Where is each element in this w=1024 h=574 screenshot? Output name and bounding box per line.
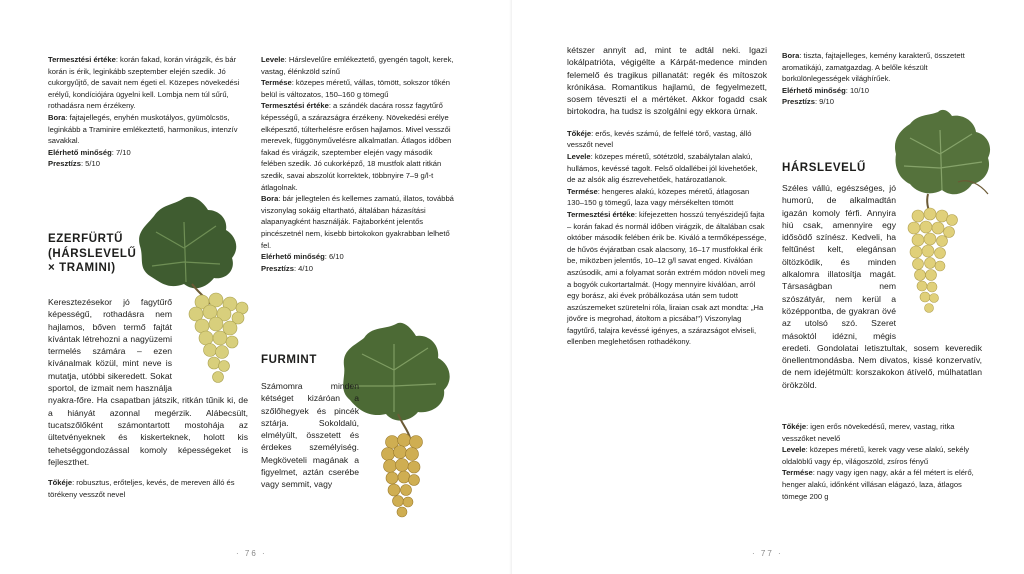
levele-paragraph <box>782 444 982 467</box>
field-label: Presztízs <box>782 97 815 107</box>
field-label: Termése <box>261 78 292 88</box>
field-text: : korán fakad, korán virágzik, és bár korán is érik, leginkább szeptember elején szedik. Jó cukorgyűjtő, de savait nem égeti el. Közepes növekedési erélyű, kondíciójára ügyelni kell. Lombja nem túl sűrű, rothadásra nem érzékeny. <box>48 55 240 111</box>
tokeje-paragraph <box>567 128 767 151</box>
field-value: : 9/10 <box>814 97 834 107</box>
termesztesi-erteke-paragraph <box>48 54 240 112</box>
bora-paragraph <box>782 50 982 85</box>
tokeje-paragraph <box>782 421 982 444</box>
bora-paragraph <box>261 193 457 251</box>
image-wrap-spacer <box>896 182 982 330</box>
termese-paragraph <box>261 77 457 100</box>
minoseg-paragraph <box>48 147 240 159</box>
presztizs-paragraph <box>261 263 457 275</box>
presztizs-paragraph <box>782 96 982 108</box>
bora-paragraph <box>48 112 240 147</box>
field-value: : 10/10 <box>845 85 869 95</box>
termesztesi-paragraph <box>261 100 457 193</box>
field-text: : közepes méretű, kerek vagy vese alakú, sekély oldalöblű vagy ép, világoszöld, zsíros fényű <box>782 445 969 466</box>
field-label: Termése <box>567 186 598 196</box>
right-col3-furmint-continuation <box>567 44 767 348</box>
vine-leaf-icon <box>139 197 236 289</box>
vine-leaf-icon <box>343 323 449 421</box>
field-text: : hengeres alakú, közepes méretű, átlagosan 130–150 g tömegű, laza vagy mérsékelten tömött <box>567 186 750 208</box>
levele-paragraph <box>261 54 457 77</box>
field-label: Termesztési értéke <box>48 55 116 64</box>
field-text: : tiszta, fajtajelleges, kemény karakterű, összetett aromatikájú, zamatgazdag. A belőle készült borkülönlegességek világhírűek. <box>782 51 965 84</box>
field-label: Termesztési értéke <box>567 209 635 219</box>
field-value: : 6/10 <box>324 252 344 262</box>
field-label: Bora <box>48 112 66 122</box>
field-value: : 7/10 <box>111 147 131 157</box>
ezerfurtu-tokeje <box>48 477 248 500</box>
grape-cluster-icon <box>382 434 423 518</box>
field-text: : közepes méretű, vállas, tömött, sokszor tőkén belül is változatos, 150–160 g tömegű <box>261 78 450 99</box>
field-text: : robusztus, erőteljes, kevés, de mereven álló és törékeny vesszőt nevel <box>48 478 235 499</box>
page-number-right: · 77 · <box>752 549 783 558</box>
minoseg-paragraph <box>261 251 457 263</box>
field-text: : bár jellegtelen és kellemes zamatú, illatos, továbbá viszonylag sokáig eltartható, általában házasítási alapanyagként használják. Fajtaborként jelentős pincészetnél nem, kisebb birtokokon gyakrabban lelhető fel. <box>261 194 454 250</box>
field-text: : fajtajellegés, enyhén muskotályos, gyümölcsös, leginkább a Traminire emlékeztető, harmonikus, intenzív savakkal. <box>48 112 238 146</box>
field-label: Termesztési értéke <box>261 101 329 111</box>
field-text: : a szándék dacára rossz fagytűrő képességű, a szárazságra érzékeny. Növekedési erélye elképesztő, túlterhelésre erősen hajlamos. Mivel vesszői merevek, függönyművelésre alkalmatlan. Átlagos időben fakad és virágzik, szeptember elején vagy második felében szedik. Jó cukorképző, 18 mustfok alatt ritkán szedik, savai abszolút korrektek, többnyire 7–9 g/l-t átlagolnak. <box>261 101 452 192</box>
harslevelu-heading: HÁRSLEVELŰ <box>782 162 866 174</box>
left-col1-continuation <box>48 54 240 170</box>
field-label: Tőkéje <box>567 128 592 138</box>
minoseg-paragraph <box>782 85 982 97</box>
furmint-heading: FURMINT <box>261 354 317 366</box>
field-value: : 4/10 <box>293 263 313 273</box>
ezerfurtu-prose <box>48 296 248 500</box>
field-label: Presztízs <box>48 159 81 169</box>
ezerfurtu-title-line3: × TRAMINI) <box>48 262 116 274</box>
ezerfurtu-title-line1: EZERFÜRTŰ <box>48 233 124 245</box>
termese-paragraph <box>782 467 982 502</box>
field-label: Presztízs <box>261 263 294 273</box>
right-page <box>512 0 1024 574</box>
presztizs-paragraph <box>48 158 240 170</box>
field-value: : 5/10 <box>80 159 100 169</box>
field-text: : kifejezetten hosszú tenyészidejű fajta – korán fakad és normál időben virágzik, de általában csak október második felében érik be. Kiváló a termőképessége, de hűvös évjáratban csak alacsony, 16–17 mustfokkal érik be, miközben jelentős, 10–12 g/l savat enged. Kiválóan aszúsodik, ami a folyamat során extrém módon növeli meg a bogyók cukortartalmát. (Hogy mennyire kiválóan, arról egy borász, aki évek próbálkozása után sem tudott aszúszemeket szüretelni róla, liraian csak azt mondta: „Ha jövőre is megrohad, átoltom a picsába!") Viszonylag fagytűrő, talajra kevéssé igényes, a szárazságot elviseli, ellenben meglehetősen rothadékony. <box>567 209 767 347</box>
field-text: : erős, kevés számú, de felfelé törő, vastag, álló vesszőt nevel <box>567 128 752 150</box>
field-label: Bora <box>782 51 800 60</box>
field-label: Tőkéje <box>782 422 807 431</box>
termese-paragraph <box>567 186 767 209</box>
termesztesi-paragraph <box>567 209 767 348</box>
field-label: Elérhető minőség <box>48 147 112 157</box>
harslevelu-description: Széles vállú, egészséges, jó humorú, de alkalmadtán igazán komoly férfi. Annyira hiú csak, amennyire egy idősödő színész. Kedveli, ha feltűnést kelt, elegánsan öltözködik, és minden alkalomra illatosítja magát. Társaságban nem szószátyár, nem kerül a középpontba, de gyakran övé az utolsó szó. Szeret másoktól idézni, mégis eredeti. Gondolatai letisztultak, sosem keveredik önellentmondásba. Nem divatos, kissé konzervatív, de nem idejétmúlt: korszakokon átívelő, múlhatatlan örökzöld. <box>782 183 982 390</box>
harslevelu-prose <box>782 182 982 391</box>
field-text: : Hárslevelűre emlékeztető, gyengén tagolt, kerek, vastag, élénkzöld színű <box>261 55 454 76</box>
left-col2-details <box>261 54 457 274</box>
field-label: Tőkéje <box>48 478 73 488</box>
image-wrap-spacer <box>172 296 248 388</box>
harslevelu-details <box>782 421 982 502</box>
furmint-description-start: Számomra minden kétséget kizáróan a szőlőhegyek és pincék sztárja. Sokoldalú, elmélyült, összetett és érdekes személyiség. Megköveteli magának a figyelmet, aztán cserébe vagy semmit, vagy <box>261 381 359 490</box>
field-text: : nagy vagy igen nagy, akár a fél métert is elérő, henger alakú, időnként villásan elágazó, laza, átlagos tömege 200 g <box>782 468 974 501</box>
ezerfurtu-description: Keresztezésekor jó fagytűrő képességű, rothadásra nem hajlamos, bőven termő fajtát kívántak létrehozni a nagyüzemi termelés számára – ezen kívánalmak közül, mint neve is mutatja, utóbbi sikeredett. Sokat sportol, de izmait nem használja nyakra-főre. Ha csapatban játszik, ritkán tűnik ki, de a hiányát azonnal megérzik. Alábecsült, tucatszőlőként számontartott mostohája az ültetvényeknek és kiskerteknek, holott kis tehetséggondozással komoly képességeket is fejleszthet. <box>48 297 248 467</box>
field-label: Elérhető minőség <box>261 252 325 262</box>
field-text: : közepes méretű, sötétzöld, szabálytalan alakú, hullámos, kevéssé tagolt. Felső oldallébei jól kivehetőek, de az alsók alig észrevehetőek, határozatlanok. <box>567 151 758 185</box>
field-label: Elérhető minőség <box>782 85 846 95</box>
field-label: Bora <box>261 194 279 204</box>
page-number-left: · 76 · <box>236 549 267 558</box>
levele-paragraph <box>567 151 767 186</box>
furmint-description-end: kétszer annyit ad, mint te adtál neki. Igazi lokálpatrióta, végigélte a Kárpát-medence minden felemelő és tragikus pillanatát: regék és mítoszok krónikása. Romantikus hajlamú, de fegyelmezett, sosem téveszti el a mértéket. Akkor fogadd csak birtokodra, ha tudsz is szolgálni egy ekkora úrnak. <box>567 45 767 117</box>
furmint-prose <box>261 380 359 491</box>
field-label: Levele <box>261 55 285 64</box>
field-label: Levele <box>782 445 806 455</box>
right-col4-furmint-bora <box>782 50 982 108</box>
field-label: Termése <box>782 468 813 478</box>
field-label: Levele <box>567 151 591 161</box>
ezerfurtu-title-line2: (HÁRSLEVELŰ <box>48 247 137 260</box>
field-text: : igen erős növekedésű, merev, vastag, ritka vesszőket nevelő <box>782 422 955 443</box>
